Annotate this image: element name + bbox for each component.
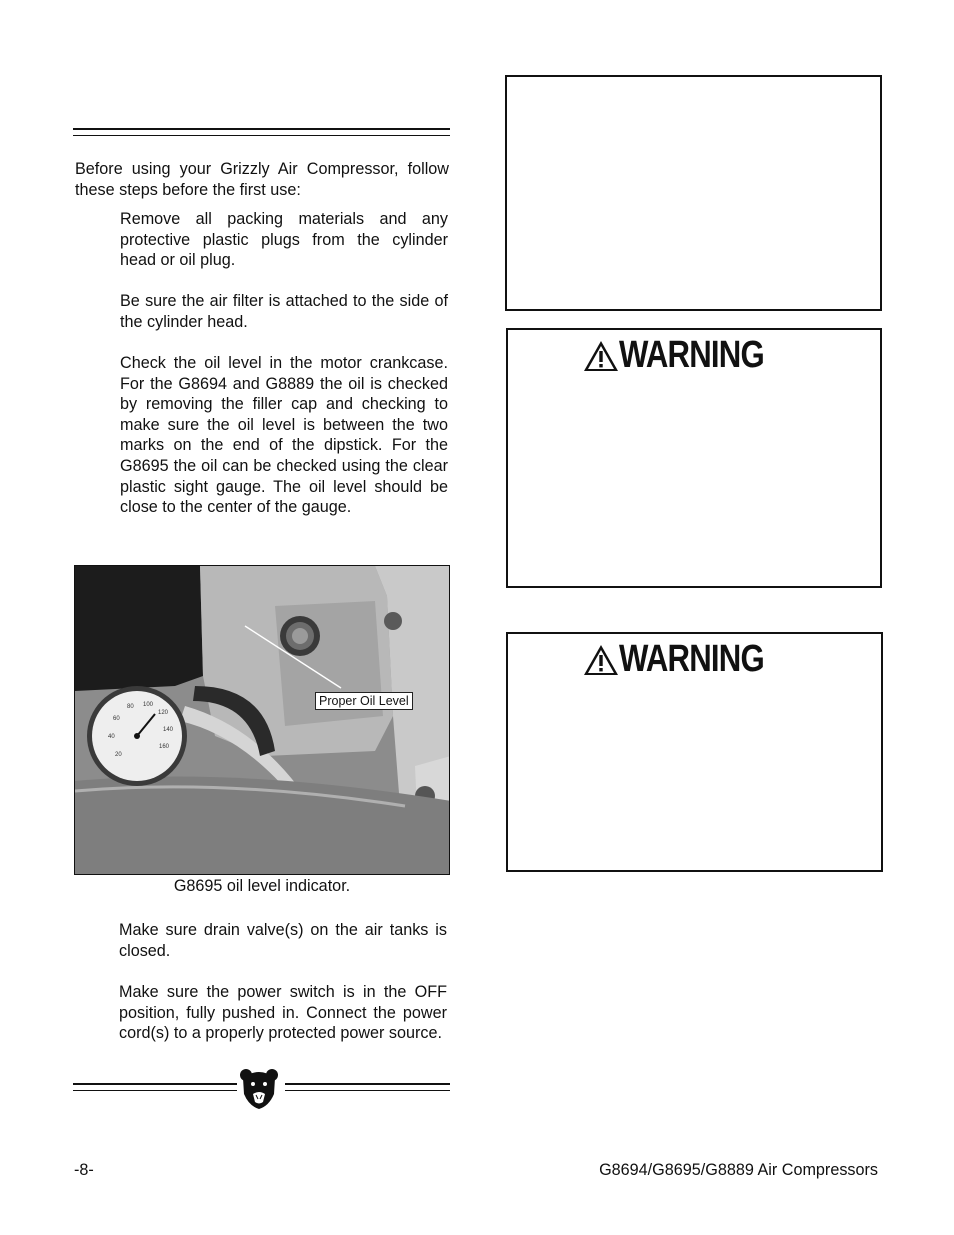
warning-box-2 — [506, 632, 883, 872]
compressor-photo-illustration — [75, 566, 450, 875]
gauge-tick-140: 140 — [163, 727, 174, 733]
step-2: Be sure the air filter is attached to the side of the cylinder head. — [120, 292, 448, 331]
notice-box — [505, 75, 882, 311]
step-1: Remove all packing materials and any protective plastic plugs from the cylinder head or oil plug. — [120, 210, 448, 270]
warning-triangle-icon — [583, 644, 619, 676]
oil-level-photo — [74, 565, 450, 875]
intro-paragraph: Before using your Grizzly Air Compressor, follow these steps before the first use: — [75, 160, 449, 199]
warning-title-1: WARNING — [618, 334, 764, 376]
figure-caption: G8695 oil level indicator. — [173, 877, 351, 895]
gauge-tick-40: 40 — [108, 734, 115, 740]
footer-product-name: G8694/G8695/G8889 Air Compressors — [599, 1161, 878, 1179]
warning-header-2 — [508, 638, 881, 681]
page-number: -8- — [74, 1161, 94, 1179]
step-4: Make sure drain valve(s) on the air tanks is closed. — [119, 921, 447, 960]
gauge-tick-60: 60 — [113, 716, 120, 722]
warning-box-1 — [506, 328, 882, 588]
step-3: Check the oil level in the motor crankcase. For the G8694 and G8889 the oil is checked by removing the filler cap and checking to make sure the oil level is between the two marks on the end of the dipstick. For the G8695 the oil can be checked using the clear plastic sight gauge. The oil level should be close to the center of the gauge. — [120, 354, 448, 517]
gauge-tick-120: 120 — [158, 710, 169, 716]
warning-header-1 — [508, 334, 880, 377]
gauge-tick-80: 80 — [127, 704, 134, 710]
warning-triangle-icon — [583, 340, 619, 372]
gauge-tick-160: 160 — [159, 744, 170, 750]
section-header-rule — [73, 128, 450, 136]
proper-oil-level-callout: Proper Oil Level — [315, 692, 413, 710]
gauge-tick-100: 100 — [143, 702, 154, 708]
gauge-tick-20: 20 — [115, 752, 122, 758]
warning-title-2: WARNING — [619, 638, 765, 680]
step-5: Make sure the power switch is in the OFF position, fully pushed in. Connect the power cord(s) to a properly protected power source. — [119, 983, 447, 1043]
grizzly-bear-logo — [239, 1068, 279, 1110]
